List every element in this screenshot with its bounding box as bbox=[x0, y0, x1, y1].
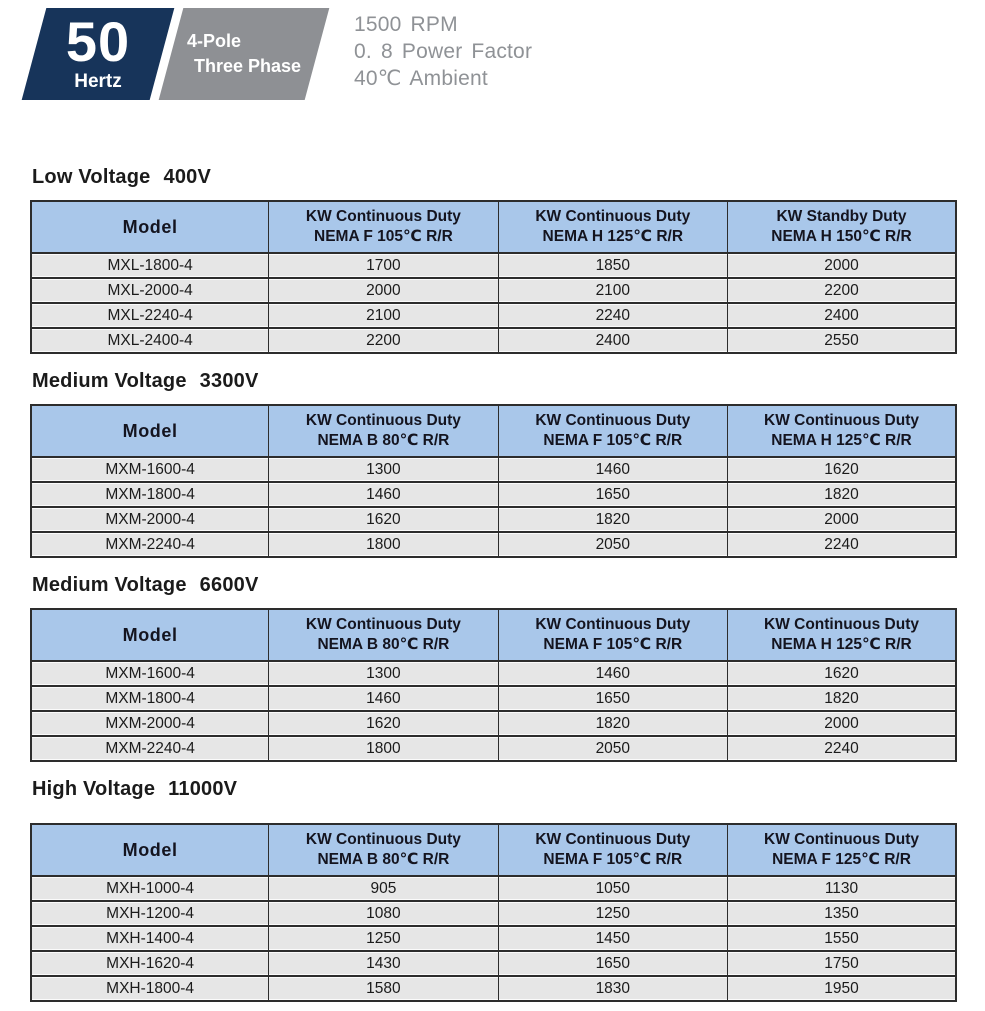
column-header-line1: KW Continuous Duty bbox=[764, 831, 919, 848]
table-row bbox=[31, 901, 956, 926]
value-cell: 2000 bbox=[728, 507, 957, 532]
table-row bbox=[31, 711, 956, 736]
section-title-label: Medium Voltage bbox=[32, 370, 187, 392]
value-cell: 2000 bbox=[728, 711, 957, 736]
table-row bbox=[31, 303, 956, 328]
value-cell: 2240 bbox=[498, 303, 727, 328]
value-cell: 905 bbox=[269, 876, 498, 901]
model-cell: MXM-2000-4 bbox=[31, 507, 269, 532]
table-row bbox=[31, 736, 956, 761]
table-row bbox=[31, 661, 956, 686]
value-cell: 1820 bbox=[498, 711, 727, 736]
column-header-line1: KW Continuous Duty bbox=[535, 208, 691, 225]
value-cell: 1050 bbox=[498, 876, 727, 901]
value-cell: 1830 bbox=[498, 976, 727, 1001]
column-header-line2: NEMA F 105℃ R/R bbox=[314, 228, 453, 245]
section-title-voltage: 11000V bbox=[168, 778, 238, 800]
value-cell: 1300 bbox=[269, 661, 498, 686]
value-cell: 1550 bbox=[728, 926, 957, 951]
value-cell: 1430 bbox=[269, 951, 498, 976]
column-header-line2: NEMA F 125℃ R/R bbox=[772, 851, 911, 868]
header-row bbox=[31, 824, 956, 876]
value-cell: 1300 bbox=[269, 457, 498, 482]
value-cell: 1850 bbox=[498, 253, 727, 278]
header-row bbox=[31, 405, 956, 457]
column-header bbox=[728, 405, 957, 457]
column-header-line1: KW Standby Duty bbox=[776, 208, 907, 225]
spec-section-medium-voltage-6600v bbox=[30, 574, 957, 762]
value-cell: 1950 bbox=[728, 976, 957, 1001]
value-cell: 2100 bbox=[498, 278, 727, 303]
spec-sections bbox=[30, 166, 957, 1002]
section-title-label: High Voltage bbox=[32, 778, 156, 800]
column-header-line1: KW Continuous Duty bbox=[535, 616, 691, 633]
value-cell: 2100 bbox=[269, 303, 498, 328]
frequency-badge-content bbox=[34, 8, 162, 100]
spec-table bbox=[30, 608, 957, 762]
column-header bbox=[269, 824, 498, 876]
value-cell: 1080 bbox=[269, 901, 498, 926]
value-cell: 2000 bbox=[269, 278, 498, 303]
value-cell: 2200 bbox=[269, 328, 498, 353]
column-header-model: Model bbox=[31, 405, 269, 457]
model-cell: MXH-1000-4 bbox=[31, 876, 269, 901]
column-header-line2: NEMA F 105℃ R/R bbox=[543, 851, 683, 868]
column-header-line2: NEMA B 80℃ R/R bbox=[317, 636, 450, 653]
pole-label: 4-Pole bbox=[187, 30, 242, 51]
spec-section-high-voltage-11000v bbox=[30, 778, 957, 1002]
value-cell: 1460 bbox=[498, 457, 727, 482]
column-header-line2: NEMA H 125℃ R/R bbox=[771, 432, 912, 449]
value-cell: 1250 bbox=[498, 901, 727, 926]
column-header bbox=[498, 405, 727, 457]
column-header-line2: NEMA F 105℃ R/R bbox=[543, 636, 683, 653]
value-cell: 2400 bbox=[498, 328, 727, 353]
value-cell: 1460 bbox=[269, 686, 498, 711]
section-title bbox=[32, 574, 957, 597]
model-cell: MXL-1800-4 bbox=[31, 253, 269, 278]
model-cell: MXM-1600-4 bbox=[31, 661, 269, 686]
column-header-line2: NEMA H 125℃ R/R bbox=[542, 228, 684, 245]
value-cell: 1450 bbox=[498, 926, 727, 951]
operating-conditions bbox=[354, 8, 532, 92]
column-header-line2: NEMA B 80℃ R/R bbox=[317, 432, 450, 449]
model-cell: MXM-1600-4 bbox=[31, 457, 269, 482]
table-row bbox=[31, 686, 956, 711]
model-cell: MXL-2400-4 bbox=[31, 328, 269, 353]
column-header-line2: NEMA F 105℃ R/R bbox=[543, 432, 683, 449]
value-cell: 1250 bbox=[269, 926, 498, 951]
value-cell: 1580 bbox=[269, 976, 498, 1001]
column-header-model: Model bbox=[31, 609, 269, 661]
condition-ambient: 40℃ Ambient bbox=[354, 67, 488, 90]
column-header-line1: KW Continuous Duty bbox=[764, 616, 919, 633]
value-cell: 2200 bbox=[728, 278, 957, 303]
spec-section-low-voltage-400v bbox=[30, 166, 957, 354]
column-header bbox=[728, 824, 957, 876]
value-cell: 2240 bbox=[728, 736, 957, 761]
spec-table bbox=[30, 200, 957, 354]
value-cell: 2400 bbox=[728, 303, 957, 328]
column-header-model: Model bbox=[31, 824, 269, 876]
pole-phase-badge bbox=[159, 8, 330, 100]
model-cell: MXL-2240-4 bbox=[31, 303, 269, 328]
table-row bbox=[31, 976, 956, 1001]
value-cell: 2000 bbox=[728, 253, 957, 278]
value-cell: 1650 bbox=[498, 686, 727, 711]
value-cell: 1800 bbox=[269, 736, 498, 761]
model-cell: MXH-1200-4 bbox=[31, 901, 269, 926]
model-cell: MXM-1800-4 bbox=[31, 482, 269, 507]
value-cell: 1750 bbox=[728, 951, 957, 976]
table-row bbox=[31, 926, 956, 951]
table-row bbox=[31, 457, 956, 482]
spec-table bbox=[30, 823, 957, 1002]
column-header-line1: KW Continuous Duty bbox=[305, 412, 461, 429]
column-header bbox=[269, 405, 498, 457]
condition-power-factor: 0. 8 Power Factor bbox=[354, 40, 533, 63]
phase-label: Three Phase bbox=[194, 56, 302, 76]
column-header-model: Model bbox=[31, 201, 269, 253]
value-cell: 1820 bbox=[728, 686, 957, 711]
column-header-line1: KW Continuous Duty bbox=[305, 208, 461, 225]
section-title-label: Medium Voltage bbox=[32, 574, 187, 596]
column-header-line2: NEMA H 125℃ R/R bbox=[771, 636, 912, 653]
section-title bbox=[32, 166, 957, 189]
header-badge-row bbox=[0, 0, 985, 100]
header-row bbox=[31, 201, 956, 253]
value-cell: 1800 bbox=[269, 532, 498, 557]
model-cell: MXM-2240-4 bbox=[31, 736, 269, 761]
condition-rpm: 1500 RPM bbox=[354, 13, 458, 36]
column-header bbox=[728, 201, 957, 253]
section-title-voltage: 6600V bbox=[199, 574, 259, 596]
column-header bbox=[269, 609, 498, 661]
value-cell: 1820 bbox=[728, 482, 957, 507]
value-cell: 1620 bbox=[728, 661, 957, 686]
model-cell: MXM-2240-4 bbox=[31, 532, 269, 557]
column-header bbox=[498, 201, 727, 253]
model-cell: MXM-2000-4 bbox=[31, 711, 269, 736]
column-header-line2: NEMA H 150℃ R/R bbox=[771, 228, 912, 245]
column-header-line2: NEMA B 80℃ R/R bbox=[317, 851, 450, 868]
section-title bbox=[32, 370, 957, 393]
value-cell: 1820 bbox=[498, 507, 727, 532]
frequency-unit: Hertz bbox=[74, 71, 122, 93]
value-cell: 1700 bbox=[269, 253, 498, 278]
section-title bbox=[32, 778, 957, 801]
value-cell: 2550 bbox=[728, 328, 957, 353]
table-row bbox=[31, 507, 956, 532]
column-header-line1: KW Continuous Duty bbox=[764, 412, 919, 429]
table-row bbox=[31, 482, 956, 507]
column-header bbox=[498, 824, 727, 876]
column-header-line1: KW Continuous Duty bbox=[305, 831, 461, 848]
table-row bbox=[31, 278, 956, 303]
table-row bbox=[31, 951, 956, 976]
frequency-value: 50 bbox=[65, 9, 131, 73]
section-title-voltage: 3300V bbox=[199, 370, 259, 392]
value-cell: 1130 bbox=[728, 876, 957, 901]
value-cell: 1460 bbox=[498, 661, 727, 686]
model-cell: MXH-1620-4 bbox=[31, 951, 269, 976]
value-cell: 2240 bbox=[728, 532, 957, 557]
section-title-label: Low Voltage bbox=[32, 166, 151, 188]
column-header bbox=[728, 609, 957, 661]
spec-table bbox=[30, 404, 957, 558]
table-row bbox=[31, 532, 956, 557]
column-header bbox=[269, 201, 498, 253]
value-cell: 1650 bbox=[498, 951, 727, 976]
table-row bbox=[31, 328, 956, 353]
value-cell: 1350 bbox=[728, 901, 957, 926]
model-cell: MXH-1800-4 bbox=[31, 976, 269, 1001]
model-cell: MXH-1400-4 bbox=[31, 926, 269, 951]
pole-phase-content bbox=[171, 8, 317, 100]
value-cell: 2050 bbox=[498, 736, 727, 761]
section-title-voltage: 400V bbox=[163, 166, 212, 188]
value-cell: 1650 bbox=[498, 482, 727, 507]
column-header-line1: KW Continuous Duty bbox=[305, 616, 461, 633]
column-header-line1: KW Continuous Duty bbox=[535, 831, 691, 848]
column-header-line1: KW Continuous Duty bbox=[535, 412, 691, 429]
table-row bbox=[31, 253, 956, 278]
model-cell: MXM-1800-4 bbox=[31, 686, 269, 711]
value-cell: 1620 bbox=[269, 507, 498, 532]
value-cell: 2050 bbox=[498, 532, 727, 557]
frequency-badge bbox=[22, 8, 175, 100]
column-header bbox=[498, 609, 727, 661]
model-cell: MXL-2000-4 bbox=[31, 278, 269, 303]
value-cell: 1620 bbox=[728, 457, 957, 482]
spec-section-medium-voltage-3300v bbox=[30, 370, 957, 558]
value-cell: 1460 bbox=[269, 482, 498, 507]
header-row bbox=[31, 609, 956, 661]
table-row bbox=[31, 876, 956, 901]
value-cell: 1620 bbox=[269, 711, 498, 736]
